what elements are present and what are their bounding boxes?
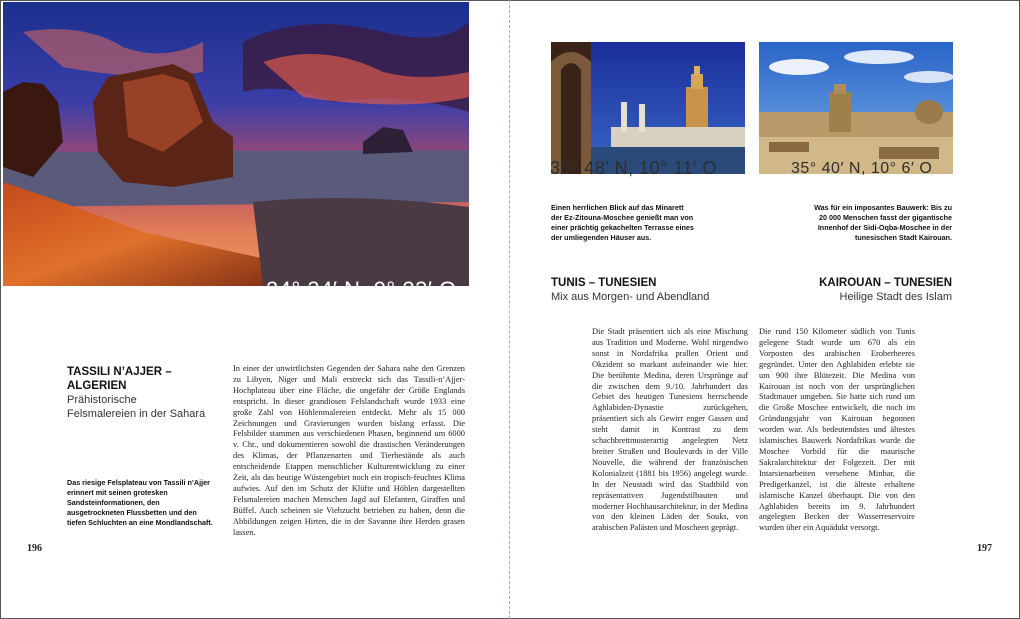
tassili-subtitle: Prähistorische bbox=[67, 394, 137, 406]
tunis-body-text: Die Stadt präsentiert sich als eine Mischung aus Tradition und Moderne. Wohl nirgendwo sonst in Nordafrika prallen Orient und Okzident so markant aufeinander wie hier. Die berühmte Medina, deren Ursprünge auf die zwischen dem 9./10. Jahrhundert das Gebiet des heutigen Tunesiens herrschende Aghlabiden-Dynastie zurückgehen, präsentiert sich als Gewirr enger Gassen und steht damit in Kontrast zu dem schachbrettmusterartig angelegten Netz breiter Straßen und Boulevards in der Ville Nouvelle, die während der französischen Kolonialzeit (1881 bis 1956) angelegt wurde. In der Neustadt wird das Stadtbild von repräsentativen Jugendstilbauten und moderner Hochhausarchitektur, in der Medina von den kleinen Läden der Souks, von arabischen Palästen und Moscheen geprägt. bbox=[592, 327, 748, 533]
page-number-right: 197 bbox=[977, 543, 992, 554]
page-number-left: 196 bbox=[27, 543, 42, 554]
tassili-title-country: ALGERIEN bbox=[67, 380, 127, 392]
tunis-coordinates: 36° 48′ N, 10° 11′ O bbox=[550, 158, 717, 178]
tassili-heading bbox=[67, 365, 227, 421]
page-gutter bbox=[509, 0, 510, 619]
kairouan-subtitle: Heilige Stadt des Islam bbox=[839, 291, 952, 303]
tassili-body-text: In einer der unwirtlichsten Gegenden der Sahara nahe den Grenzen zu Libyen, Niger und Mali erstreckt sich das Tassili-n’Ajjer-Hochplateau über eine Fläche, die ungefähr der Größe Englands entspricht. In dieser grandiosen Felslandschaft wurde 1933 eine große Zahl von Höhlenmalereien entdeckt. Mehr als 15 000 Zeichnungen und Gravierungen wurden bislang erfasst. Die Felsbilder stammen aus verschiedenen Phasen, beginnend um 6000 v. Chr., und dokumentieren sowohl die drastischen Veränderungen des Klimas, der Pflanzenarten und Tierbestände als auch entscheidende Etappen menschlicher Kulturentwicklung zu einer Zeit, als das heutige Wüstengebiet noch ein tropisch-feuchtes Klima aufwies. Auf den im Schutz der Klüfte und Höhlen dargestellten Felsmalereien machen Menschen Jagd auf Elefanten, Giraffen und Büffel. Auch scheinen sie Viehzucht betrieben zu haben, denn die Abbildungen zeigen Hirten, die in der Savanne ihre Herden grasen lassen. bbox=[233, 364, 465, 537]
tunis-caption: Einen herrlichen Blick auf das Minarett der Ez-Zitouna-Moschee genießt man von einer prächtig gekachelten Terrasse eines der umliegenden Häuser aus. bbox=[551, 203, 694, 242]
tunis-subtitle: Mix aus Morgen- und Abendland bbox=[551, 291, 710, 303]
tassili-title: TASSILI N’AJJER – bbox=[67, 366, 172, 378]
tunis-heading bbox=[551, 276, 751, 304]
kairouan-photo bbox=[759, 42, 953, 174]
kairouan-heading bbox=[760, 276, 952, 304]
kairouan-title: KAIROUAN – TUNESIEN bbox=[819, 277, 952, 289]
kairouan-body-text: Die rund 150 Kilometer südlich von Tunis gelegene Stadt wurde um 670 als ein Vorposten des arabischen Eroberheeres gegründet. Unter den Aghlabiden erlebte sie um 900 ihre Blütezeit. Die Medina von Kairouan ist noch von der ursprünglichen Stadtmauer umgeben. Sie hatte sich rund um die Große Moschee entwickelt, die noch im Gründungsjahr von Kairouan begonnen worden war. Als bedeutendstes und ältestes islamisches Bauwerk Nordafrikas wurde die Moschee Vorbild für die maurische Sakralarchitektur der Folgezeit. Der mit Intarsienarbeiten versehene Minbar, die Predigerkanzel, ist die älteste erhaltene islamische Kanzel überhaupt. Die von den Aghlabiden bereits im 9. Jahrhundert angelegten Becken der Wasserreservoire wurden über ein Aquädukt versorgt. bbox=[759, 327, 915, 533]
tunis-title: TUNIS – TUNESIEN bbox=[551, 277, 657, 289]
kairouan-coordinates: 35° 40′ N, 10° 6′ O bbox=[791, 160, 933, 177]
tunis-photo bbox=[551, 42, 745, 174]
tassili-caption: Das riesige Felsplateau von Tassili n’Ajjer erinnert mit seinen grotesken Sandsteinformationen, den ausgetrockneten Flussbetten und den tiefen Schluchten an eine Mondlandschaft. bbox=[67, 478, 213, 527]
kairouan-caption: Was für ein imposantes Bauwerk: Bis zu 20 000 Menschen fasst der gigantische Innenhof der Sidi-Oqba-Moschee in der tunesischen Stadt Kairouan. bbox=[814, 203, 952, 242]
sahara-photo bbox=[3, 2, 469, 286]
tassili-coordinates: 24° 34′ N, 9° 23′ O bbox=[266, 277, 457, 302]
tassili-subtitle-2: Felsmalereien in der Sahara bbox=[67, 408, 206, 420]
